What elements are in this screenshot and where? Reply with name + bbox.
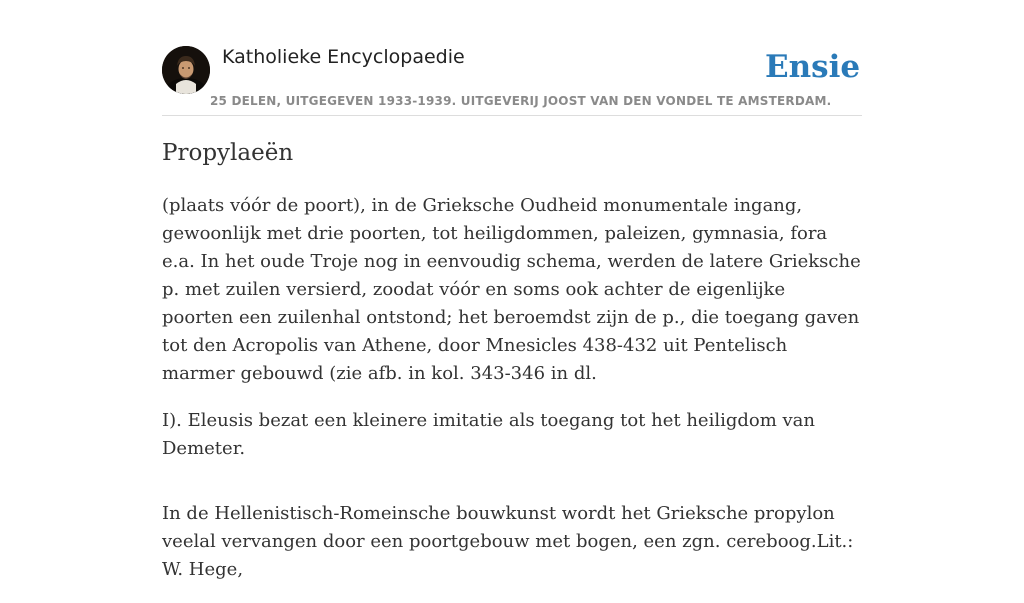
article-paragraph: I). Eleusis bezat een kleinere imitatie als toegang tot het heiligdom van Demeter. bbox=[162, 410, 816, 459]
portrait-icon bbox=[162, 46, 210, 94]
article-body bbox=[162, 192, 862, 603]
header-divider bbox=[162, 115, 862, 116]
article-title: Propylaeën bbox=[162, 140, 294, 166]
article-paragraph: In de Hellenistisch-Romeinsche bouwkunst wordt het Grieksche propylon veelal vervangen door een poortgebouw met bogen, een zgn. cereboog.Lit.: W. Hege, bbox=[162, 503, 854, 580]
publication-subtitle: 25 DELEN, UITGEGEVEN 1933-1939. UITGEVERIJ JOOST VAN DEN VONDEL TE AMSTERDAM. bbox=[210, 94, 832, 108]
article-paragraph: (plaats vóór de poort), in de Grieksche Oudheid monumentale ingang, gewoonlijk met drie poorten, tot heiligdommen, paleizen, gymnasia, fora e.a. In het oude Troje nog in eenvoudig schema, werden de latere Grieksche p. met zuilen versierd, zoodat vóór en soms ook achter de eigenlijke poorten een zuilenhal ontstond; het beroemdst zijn de p., die toegang gaven tot den Acropolis van Athene, door Mnesicles 438-432 uit Pentelisch marmer gebouwd (zie afb. in kol. 343-346 in dl. bbox=[162, 195, 861, 384]
brand-logo-link[interactable]: Ensie bbox=[765, 49, 861, 85]
publication-title[interactable]: Katholieke Encyclopaedie bbox=[222, 46, 465, 68]
portrait-avatar[interactable] bbox=[162, 46, 210, 94]
